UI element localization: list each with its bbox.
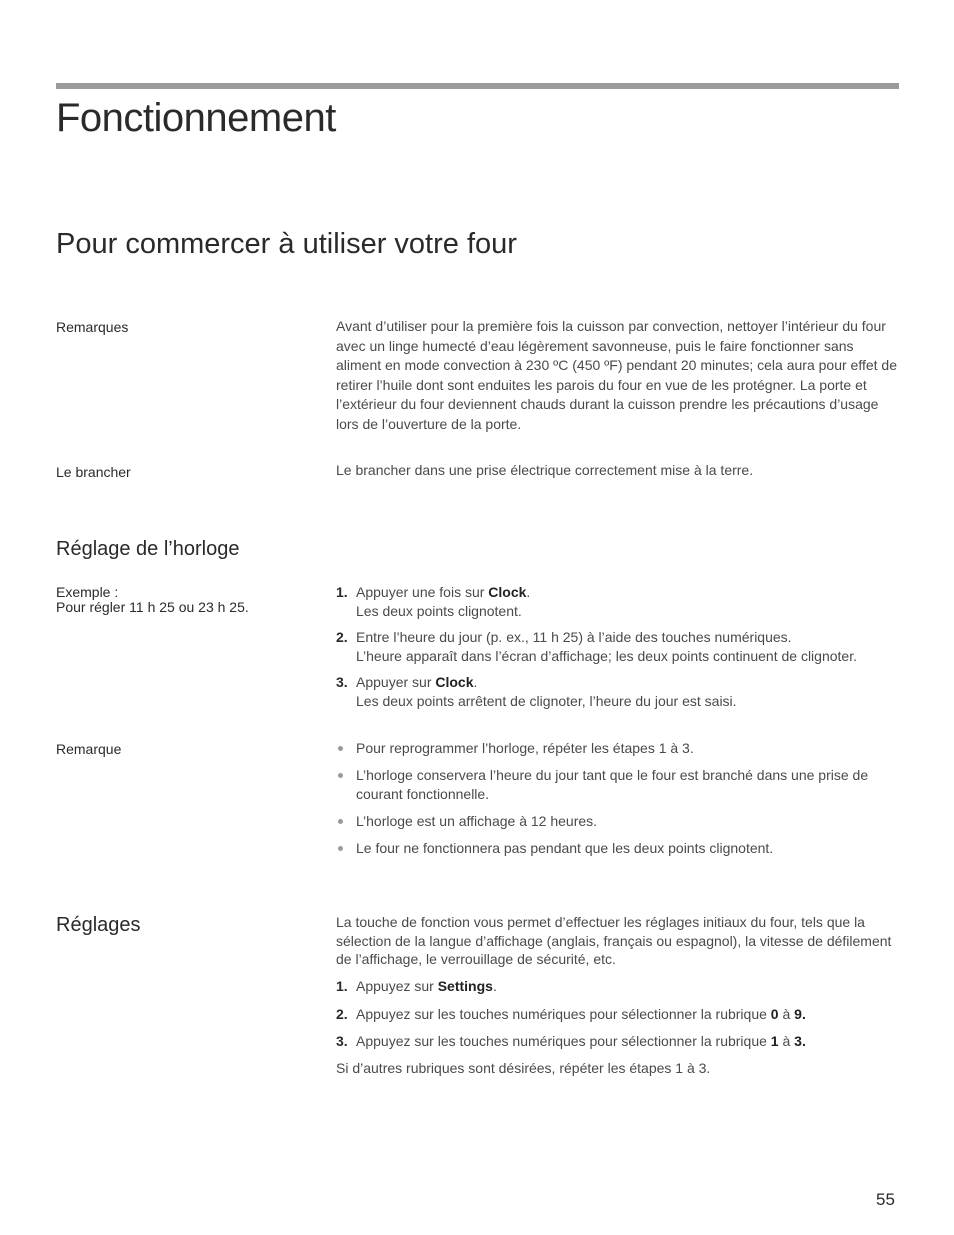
reglages-title: Réglages xyxy=(56,914,141,936)
bullet-icon xyxy=(338,819,343,824)
bullet-icon xyxy=(338,846,343,851)
reglages-intro: La touche de fonction vous permet d’effectuer les réglages initiaux du four, tels que la sélection de la langue d’affichage (anglais, français ou espagnol), la vitesse de défilement de l’affichage, le verrouillage de sécurité, etc. xyxy=(336,914,892,967)
brancher-label: Le brancher xyxy=(56,464,131,480)
range-end: 9. xyxy=(794,1005,806,1022)
reglages-step xyxy=(336,977,901,996)
step-number: 2. xyxy=(336,629,348,645)
step-text: à xyxy=(778,1005,795,1022)
example-label-line1: Exemple : xyxy=(56,584,119,600)
step-detail: Les deux points clignotent. xyxy=(356,602,522,619)
horloge-step xyxy=(336,583,901,620)
step-text: Appuyez sur les touches numériques pour sélectionner la rubrique xyxy=(356,1033,771,1049)
step-punct: . xyxy=(492,978,497,994)
remarque-label: Remarque xyxy=(56,741,122,757)
settings-key: Settings xyxy=(437,978,493,994)
reglages-step xyxy=(336,1005,901,1024)
section-title: Pour commercer à utiliser votre four xyxy=(56,228,517,260)
step-text: Appuyer une fois sur xyxy=(356,584,489,600)
bullet-icon xyxy=(338,746,343,751)
step-text: Entre l’heure du jour (p. ex., 11 h 25) à l’aide des touches numériques. xyxy=(356,629,792,645)
step-number: 3. xyxy=(336,674,348,690)
reglages-step xyxy=(336,1032,901,1051)
remarques-label: Remarques xyxy=(56,319,129,335)
range-start: 0 xyxy=(770,1005,779,1022)
list-item xyxy=(336,812,901,831)
range-start: 1 xyxy=(770,1033,779,1049)
bullet-text: L’horloge est un affichage à 12 heures. xyxy=(356,812,598,829)
horloge-steps xyxy=(336,583,901,718)
horloge-step xyxy=(336,628,901,665)
bullet-text: Pour reprogrammer l’horloge, répéter les étapes 1 à 3. xyxy=(356,740,694,756)
step-text: Appuyez sur les touches numériques pour sélectionner la rubrique xyxy=(356,1005,771,1022)
step-punct: . xyxy=(473,674,478,690)
page-title: Fonctionnement xyxy=(56,96,336,140)
step-text: Appuyez sur xyxy=(356,978,438,994)
reglages-steps xyxy=(336,977,901,1060)
list-item xyxy=(336,839,901,858)
list-item xyxy=(336,739,901,758)
step-detail: Les deux points arrêtent de clignoter, l’heure du jour est saisi. xyxy=(356,692,737,709)
brancher-text: Le brancher dans une prise électrique correctement mise à la terre. xyxy=(336,462,754,478)
step-detail: L’heure apparaît dans l’écran d’affichage; les deux points continuent de clignoter. xyxy=(356,647,857,664)
reglages-outro: Si d’autres rubriques sont désirées, répéter les étapes 1 à 3. xyxy=(336,1060,711,1076)
bullet-text: L’horloge conservera l’heure du jour tant que le four est branché dans une prise de courant fonctionnelle. xyxy=(356,767,869,802)
horloge-bullets xyxy=(336,739,901,866)
step-number: 1. xyxy=(336,584,348,600)
example-label-line2: Pour régler 11 h 25 ou 23 h 25. xyxy=(56,599,249,615)
step-number: 3. xyxy=(336,1033,348,1049)
step-number: 2. xyxy=(336,1005,348,1022)
clock-key: Clock xyxy=(435,674,474,690)
remarques-text: Avant d’utiliser pour la première fois la cuisson par convection, nettoyer l’intérieur du four avec un linge humecté d’eau légèrement savonneuse, puis le faire fonctionner sans aliment en mode convection à 230 ºC (450 ºF) pendant 20 minutes; cela aura pour effet de retirer l’huile dont sont enduites les parois du four en vue de les protégner. La porte et l’extérieur du four deviennent chauds durant la cuisson prendre les précautions d’usage lors de l’ouverture de la porte. xyxy=(336,318,897,432)
top-rule xyxy=(56,83,899,89)
step-text: à xyxy=(778,1033,795,1049)
list-item xyxy=(336,766,901,803)
page-number: 55 xyxy=(876,1190,895,1209)
example-label xyxy=(56,585,249,615)
step-number: 1. xyxy=(336,978,348,994)
bullet-icon xyxy=(338,773,343,778)
clock-key: Clock xyxy=(488,584,527,600)
step-text: Appuyer sur xyxy=(356,674,436,690)
step-punct: . xyxy=(526,584,531,600)
horloge-step xyxy=(336,673,901,710)
horloge-title: Réglage de l’horloge xyxy=(56,538,240,560)
range-end: 3. xyxy=(794,1033,806,1049)
bullet-text: Le four ne fonctionnera pas pendant que les deux points clignotent. xyxy=(356,839,774,856)
